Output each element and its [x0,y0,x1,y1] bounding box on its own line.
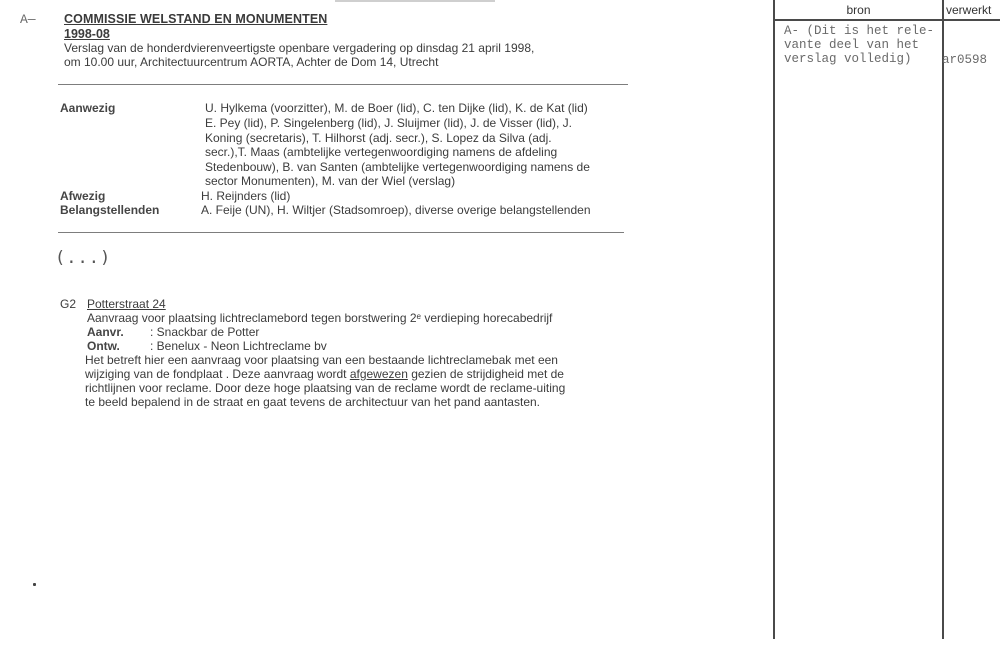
present-line: E. Pey (lid), P. Singelenberg (lid), J. Sluijmer (lid), J. de Visser (lid), J. [205,116,573,130]
column-header-verwerkt: verwerkt [946,3,992,17]
present-line: Stedenbouw), B. van Santen (ambtelijke vertegenwoordiging namens de [205,160,590,174]
present-label: Aanwezig [60,101,116,115]
applicant-label: Aanvr. [87,325,124,339]
applicant-value: : Snackbar de Potter [150,325,260,339]
item-body-line: Het betreft hier een aanvraag voor plaatsing van een bestaande lichtreclamebak met een [85,353,558,367]
scan-artifact [335,0,495,2]
meeting-description: Verslag van de honderdvierenveertigste openbare vergadering op dinsdag 21 april 1998, [64,41,535,55]
body-text: gezien de strijdigheid met de [407,367,564,381]
item-body-line: richtlijnen voor reclame. Door deze hoge plaatsing van de reclame wordt de reclame-uiting [85,381,566,395]
divider [58,84,628,85]
stakeholders-label: Belangstellenden [60,203,160,217]
item-code: G2 [60,297,77,311]
column-header-bron: bron [846,3,871,17]
committee-title: COMMISSIE WELSTAND EN MONUMENTEN [64,12,328,26]
present-line: secr.),T. Maas (ambtelijke vertegenwoordiging namens de afdeling [205,145,558,159]
table-border [942,0,944,639]
omission-marker: (...) [55,248,112,268]
decision-text: afgewezen [349,367,408,381]
divider [58,232,624,233]
present-line: Koning (secretaris), T. Hilhorst (adj. secr.), S. Lopez da Silva (adj. [205,131,552,145]
table-border [773,0,775,639]
source-note-line: verslag volledig) [784,52,912,66]
item-body-line [85,367,564,382]
body-text: wijziging van de fondplaat . Deze aanvraag wordt [85,367,350,381]
designer-label: Ontw. [87,339,120,353]
meeting-location: om 10.00 uur, Architectuurcentrum AORTA, Achter de Dom 14, Utrecht [64,55,439,69]
present-line: sector Monumenten), M. van der Wiel (verslag) [205,174,456,188]
scan-dot [33,583,36,586]
present-line: U. Hylkema (voorzitter), M. de Boer (lid), C. ten Dijke (lid), K. de Kat (lid) [205,101,588,115]
stakeholders-list: A. Feije (UN), H. Wiltjer (Stadsomroep), diverse overige belangstellenden [201,203,591,217]
item-request: Aanvraag voor plaatsing lichtreclamebord tegen borstwering 2ᵉ verdieping horecabedrijf [87,311,553,325]
source-note-line: A- (Dit is het rele- [784,24,935,38]
processed-code: ar0598 [942,53,988,67]
absent-label: Afwezig [60,189,106,203]
table-header-border [773,19,1000,21]
item-body-line: te beeld bepalend in de straat en gaat tevens de architectuur van het pand aantasten. [85,395,540,409]
absent-list: H. Reijnders (lid) [201,189,291,203]
item-title: Potterstraat 24 [87,297,166,311]
source-note-line: vante deel van het [784,38,920,52]
meeting-number: 1998-08 [64,27,110,41]
designer-value: : Benelux - Neon Lichtreclame bv [150,339,327,353]
section-marker: A— [20,12,36,27]
